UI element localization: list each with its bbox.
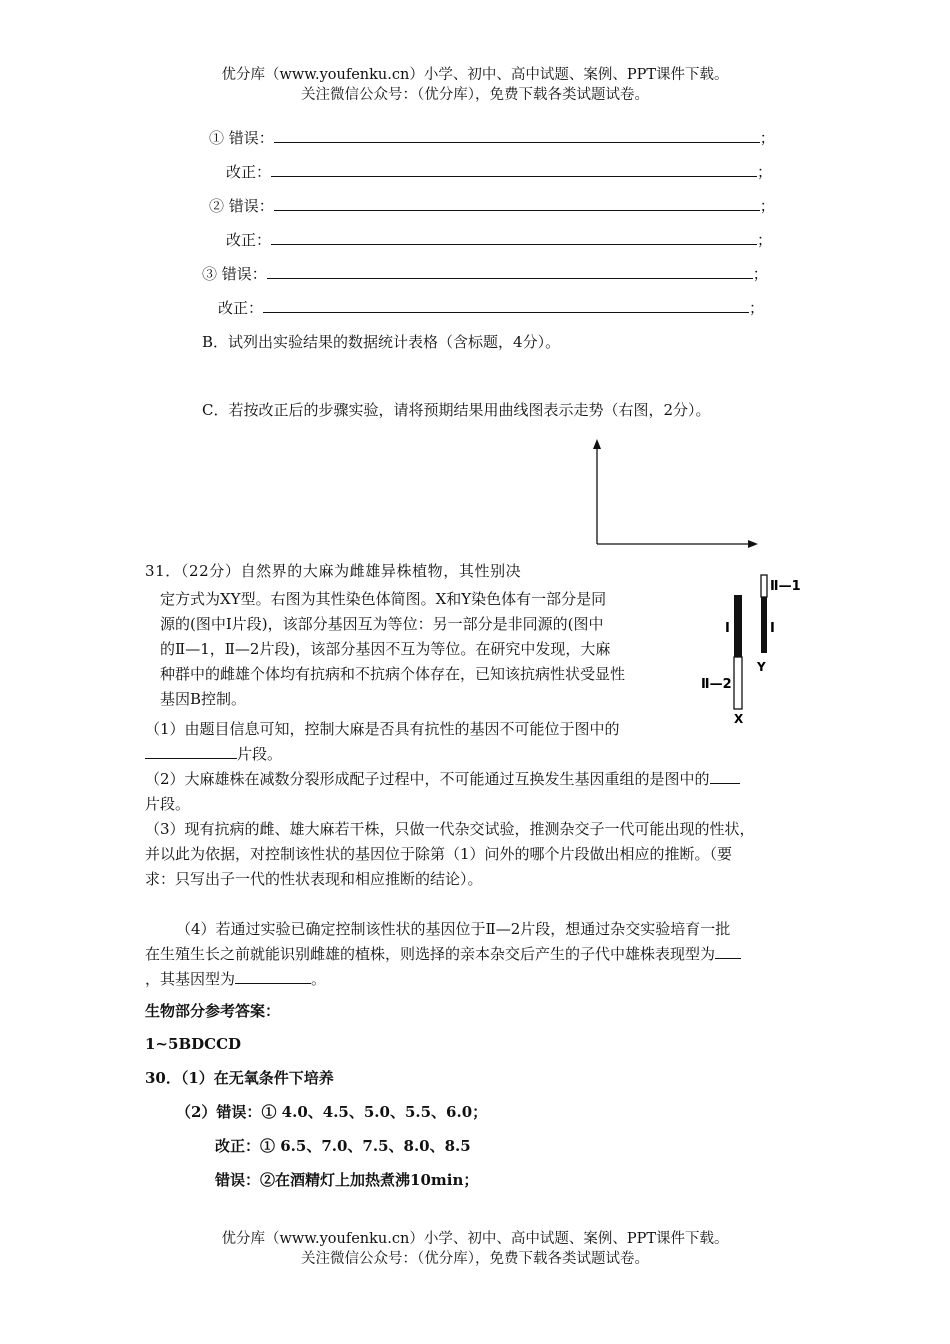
answers-mc: 1~5BDCCD [145,1035,242,1053]
error-label-1: ① 错误： [209,129,274,147]
y-chromosome-nonhomologous-segment [761,575,767,597]
error-line-3 [202,264,768,284]
q31-line-4: 的Ⅱ—1，Ⅱ—2片段)，该部分基因不互为等位。在研究中发现，大麻 [160,640,611,658]
sub4-text: 在生殖生长之前就能识别雌雄的植株，则选择的亲本杂交后产生的子代中雄株表现型为 [145,945,716,963]
y-axis-arrow [593,439,601,449]
y-chromosome-homologous-segment [761,597,767,653]
q31-sub1-line-a: （1）由题目信息可知，控制大麻是否具有抗性的基因不可能位于图中的 [145,720,620,738]
footer-line-1: 优分库（www.youfenku.cn）小学、初中、高中试题、案例、PPT课件下载。 [221,1231,729,1247]
fix-blank-2[interactable] [271,230,757,245]
q31-sub1-line-b [145,744,282,764]
fix-label-1: 改正： [226,163,272,181]
q31-sub4-line-c [145,969,326,989]
error-line-1 [209,128,775,148]
sub1-answer-blank[interactable] [145,744,237,759]
sub4-genotype-blank[interactable] [235,969,311,984]
q31-sub2-line-b: 片段。 [145,795,191,813]
error-label-3: ③ 错误： [202,265,267,283]
sex-chromosome-diagram [698,570,808,730]
answer-30-1: 30．（1）在无氧条件下培养 [145,1069,334,1087]
label-I-right: Ⅰ [770,621,775,636]
footer-line-2: 关注微信公众号：（优分库），免费下载各类试题试卷。 [301,1251,649,1267]
sub1-suffix: 片段。 [237,745,283,763]
q31-sub2-line-a [145,769,740,789]
fix-label-2: 改正： [226,231,272,249]
answer-30-3: 改正：① 6.5、7.0、7.5、8.0、8.5 [215,1137,471,1155]
label-II-2: Ⅱ—2 [701,677,732,692]
error-blank-3[interactable] [267,264,753,279]
label-X: X [734,712,744,726]
header-line-2: 关注微信公众号：（优分库），免费下载各类试题试卷。 [301,87,649,103]
error-line-2 [209,196,775,216]
semicolon: ； [749,299,765,317]
semicolon: ； [759,129,775,147]
semicolon: ； [759,197,775,215]
q31-line-5: 种群中的雌雄个体均有抗病和不抗病个体存在，已知该抗病性状受显性 [160,665,626,683]
x-axis-arrow [748,540,758,548]
sub2-answer-blank[interactable] [710,769,740,784]
fix-line-3 [218,298,764,318]
sub2-text: （2）大麻雄株在减数分裂形成配子过程中，不可能通过互换发生基因重组的是图中的 [145,770,710,788]
answers-title: 生物部分参考答案： [145,1002,281,1020]
q31-line-3: 源的(图中Ⅰ片段)，该部分基因互为等位：另一部分是非同源的(图中 [160,615,604,633]
q31-sub3-line-c: 求：只写出子一代的性状表现和相应推断的结论）。 [145,870,483,888]
answer-30-4: 错误：②在酒精灯上加热煮沸10min； [215,1171,479,1189]
semicolon: ； [757,163,773,181]
q31-line-6: 基因B控制。 [160,690,247,708]
label-Y: Y [757,660,766,674]
sub4-phenotype-blank[interactable] [715,944,741,959]
fix-blank-3[interactable] [263,298,749,313]
x-chromosome-nonhomologous-segment [734,657,742,709]
label-II-1: Ⅱ—1 [770,579,801,594]
q31-line-1: 31．（22分）自然界的大麻为雌雄异株植物，其性别决 [145,562,522,580]
fix-line-1 [226,162,772,182]
answer-30-2: （2）错误：① 4.0、4.5、5.0、5.5、6.0； [176,1103,488,1121]
semicolon: ； [752,265,768,283]
q31-sub4-line-a: （4）若通过实验已确定控制该性状的基因位于Ⅱ—2片段，想通过杂交实验培育一批 [176,920,731,938]
q31-line-2: 定方式为XY型。右图为其性染色体简图。X和Y染色体有一部分是同 [160,590,607,608]
sub4-end: 。 [311,970,327,988]
fix-label-3: 改正： [218,299,264,317]
header-line-1: 优分库（www.youfenku.cn）小学、初中、高中试题、案例、PPT课件下载。 [221,67,729,83]
fix-line-2 [226,230,772,250]
label-I-left: Ⅰ [725,621,730,636]
x-chromosome-homologous-segment [734,595,742,657]
part-b-text: B．试列出实验结果的数据统计表格（含标题，4分）。 [202,333,561,351]
error-blank-2[interactable] [274,196,760,211]
error-label-2: ② 错误： [209,197,274,215]
q31-sub4-line-b [145,944,741,964]
curve-axes[interactable] [586,436,766,552]
q31-sub3-line-a: （3）现有抗病的雌、雄大麻若干株，只做一代杂交试验，推测杂交子一代可能出现的性状， [145,820,755,838]
semicolon: ； [757,231,773,249]
q31-sub3-line-b: 并以此为依据，对控制该性状的基因位于除第（1）问外的哪个片段做出相应的推断。（要 [145,845,733,863]
fix-blank-1[interactable] [271,162,757,177]
part-c-text: C．若按改正后的步骤实验，请将预期结果用曲线图表示走势（右图，2分）。 [202,401,711,419]
error-blank-1[interactable] [274,128,760,143]
sub4-genotype-label: ，其基因型为 [145,970,236,988]
